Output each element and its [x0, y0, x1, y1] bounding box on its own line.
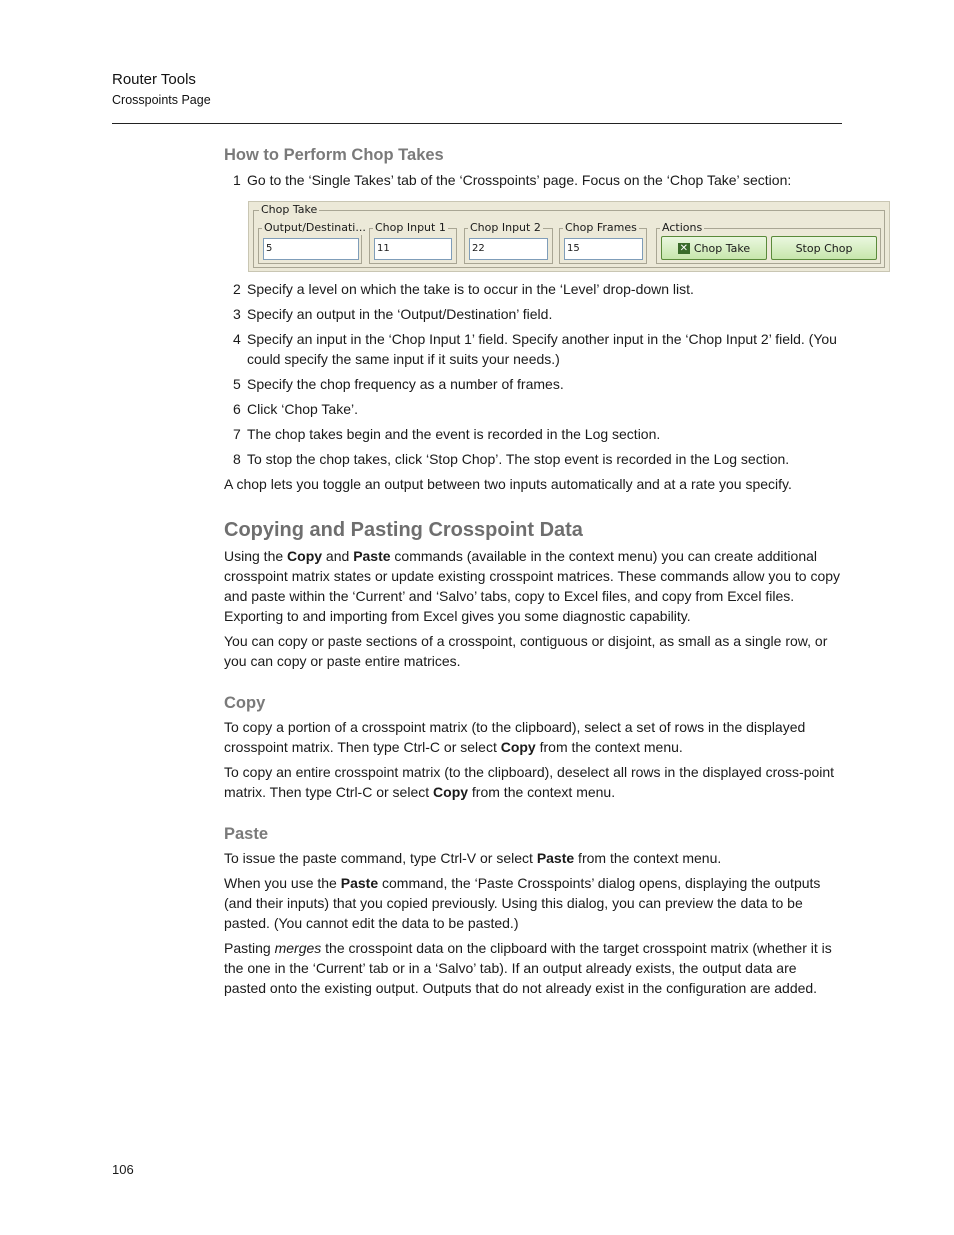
text-run: from the context menu.	[574, 850, 722, 866]
step-text: The chop takes begin and the event is recorded in the Log section.	[247, 426, 661, 442]
list-item	[224, 374, 842, 394]
header-subtitle: Crosspoints Page	[112, 93, 211, 107]
step-text: Specify a level on which the take is to occur in the ‘Level’ drop-down list.	[247, 281, 694, 297]
section-heading-paste: Paste	[224, 825, 269, 843]
chop-frames-group	[559, 221, 647, 264]
step-number: 4	[233, 331, 241, 347]
text-run: from the context menu.	[535, 739, 683, 755]
stop-chop-button-label: Stop Chop	[795, 241, 853, 255]
text-run: from the context menu.	[468, 784, 616, 800]
chop-summary: A chop lets you toggle an output between two inputs automatically and at a rate you specify.	[224, 476, 792, 492]
text-run: the crosspoint data on the clipboard with the target crosspoint matrix (whether it is the one in the ‘Current’ tab or in a ‘Salvo’ tab). If an output already exists, the output data are pasted onto the existing output. Outputs that do not already exist in the configuration are added.	[224, 940, 832, 996]
chop-input-2-field[interactable]: 22	[469, 238, 548, 260]
output-destination-group	[258, 221, 366, 264]
text-run: command, the ‘Paste Crosspoints’ dialog opens, displaying the outputs (and their inputs) that you copied previously. Using this dialog, you can preview the data to be pasted. (You cannot edit the data to be pasted.)	[224, 875, 821, 931]
chop-take-button-label: Chop Take	[693, 241, 751, 255]
step-number: 5	[233, 376, 241, 392]
text-run: To copy an entire crosspoint matrix (to the clipboard), deselect all rows in the displayed cross-point matrix. Then type Ctrl-C or select	[224, 764, 835, 800]
section-heading-copy: Copy	[224, 694, 266, 712]
output-destination-label: Output/Destinati...	[264, 221, 366, 234]
copy-paragraph-1	[224, 717, 842, 757]
step-text: To stop the chop takes, click ‘Stop Chop’. The stop event is recorded in the Log section.	[247, 451, 790, 467]
text-run: Using the	[224, 548, 288, 564]
step-text: Go to the ‘Single Takes’ tab of the ‘Crosspoints’ page. Focus on the ‘Chop Take’ section:	[247, 172, 792, 188]
text-run: Pasting	[224, 940, 275, 956]
copy-term: Copy	[433, 784, 469, 800]
list-item	[224, 279, 842, 299]
chop-take-group-label: Chop Take	[261, 203, 318, 216]
list-item	[224, 424, 842, 444]
chop-take-button[interactable]	[661, 236, 767, 260]
header-rule	[112, 123, 842, 124]
list-item	[224, 399, 842, 419]
text-run: commands (available in the context menu) you can create additional crosspoint matrix states or update existing crosspoint matrices. These commands allow you to copy and paste within the ‘Current’ and ‘Salvo’ tabs, copy to Excel files, and copy from Excel files. Exporting to and importing from Excel gives you some diagnostic capability.	[224, 548, 841, 624]
step-text: Click ‘Chop Take’.	[247, 401, 359, 417]
copy-term: Copy	[287, 548, 323, 564]
paste-term: Paste	[340, 875, 379, 891]
stop-chop-button[interactable]	[771, 236, 877, 260]
step-text: Specify an input in the ‘Chop Input 1’ field. Specify another input in the ‘Chop Input 2’ field. (You could specify the same input if it suits your needs.)	[247, 331, 837, 367]
paste-paragraph-3	[224, 938, 842, 998]
section-heading-copy-paste: Copying and Pasting Crosspoint Data	[224, 519, 583, 541]
output-destination-field[interactable]: 5	[263, 238, 359, 260]
chop-input-1-field[interactable]: 11	[374, 238, 452, 260]
chop-frames-field[interactable]: 15	[564, 238, 643, 260]
step-text: Specify the chop frequency as a number of frames.	[247, 376, 564, 392]
step-number: 3	[233, 306, 241, 322]
paste-term: Paste	[536, 850, 575, 866]
step-text: Specify an output in the ‘Output/Destination’ field.	[247, 306, 553, 322]
chop-take-group	[253, 203, 885, 268]
list-item	[224, 170, 842, 190]
chop-input-2-group	[464, 221, 553, 264]
text-run: When you use the	[224, 875, 341, 891]
step-number: 1	[233, 172, 241, 188]
header-title: Router Tools	[112, 71, 196, 88]
copy-paste-paragraph-2: You can copy or paste sections of a crosspoint, contiguous or disjoint, as small as a single row, or you can copy or paste entire matrices.	[224, 633, 828, 669]
chop-input-2-label: Chop Input 2	[470, 221, 541, 234]
copy-term: Copy	[500, 739, 536, 755]
text-run: To issue the paste command, type Ctrl-V or select	[224, 850, 537, 866]
list-item	[224, 304, 842, 324]
actions-label: Actions	[662, 221, 703, 234]
step-number: 7	[233, 426, 241, 442]
list-item	[224, 449, 842, 469]
actions-group	[656, 221, 881, 264]
chop-steps-list	[224, 170, 842, 190]
chop-input-1-label: Chop Input 1	[375, 221, 446, 234]
chop-steps-list-continued	[224, 279, 842, 469]
chop-take-icon: ✕	[679, 242, 689, 254]
section-heading-chop-takes: How to Perform Chop Takes	[224, 146, 444, 164]
step-number: 2	[233, 281, 241, 297]
copy-paragraph-2	[224, 762, 842, 802]
page-number: 106	[112, 1162, 134, 1177]
step-number: 6	[233, 401, 241, 417]
paste-paragraph-2	[224, 873, 842, 933]
chop-take-panel	[248, 201, 890, 272]
merges-term: merges	[274, 940, 322, 956]
chop-input-1-group	[369, 221, 457, 264]
paste-paragraph-1	[224, 848, 842, 868]
text-run: and	[322, 548, 354, 564]
text-run: To copy a portion of a crosspoint matrix (to the clipboard), select a set of rows in the displayed crosspoint matrix. Then type Ctrl-C or select	[224, 719, 806, 755]
chop-frames-label: Chop Frames	[565, 221, 637, 234]
page-content	[224, 145, 842, 998]
paste-term: Paste	[353, 548, 391, 564]
list-item	[224, 329, 842, 369]
copy-paste-paragraph-1	[224, 546, 842, 626]
step-number: 8	[233, 451, 241, 467]
